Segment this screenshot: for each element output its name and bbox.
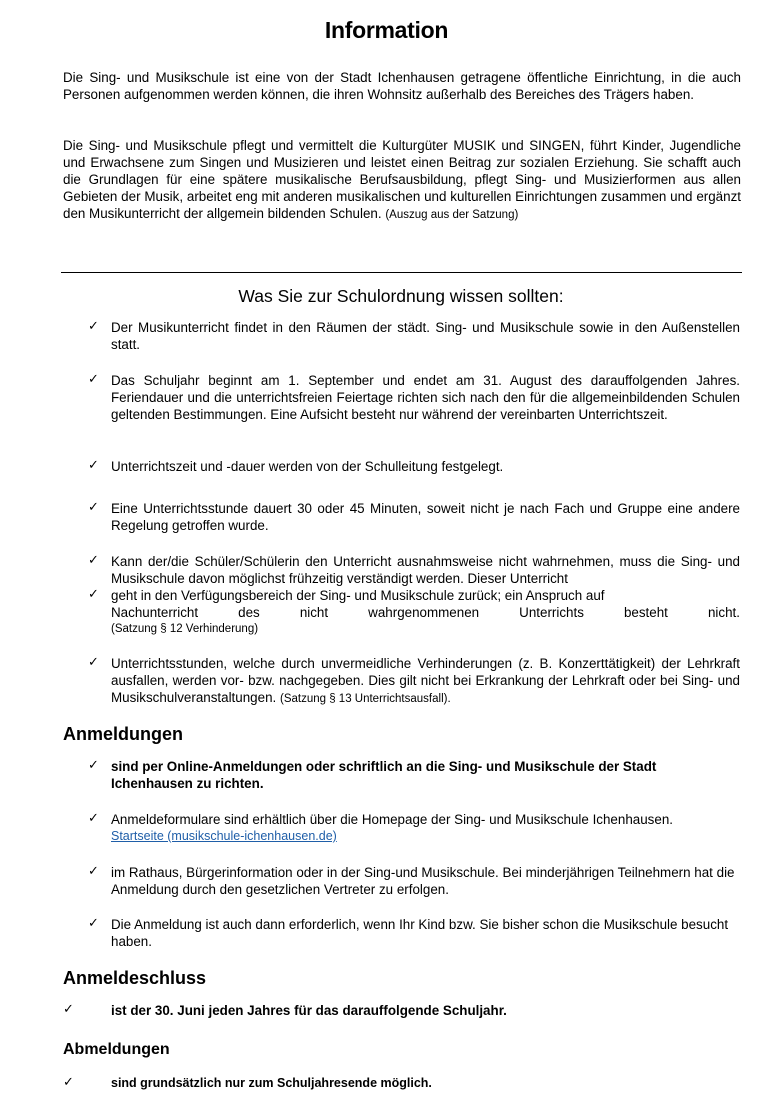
word: nicht (299, 605, 329, 620)
abmeldungen-heading: Abmeldungen (63, 1041, 170, 1058)
list-item: Unterrichtszeit und -dauer werden von der Schulleitung festgelegt. (111, 459, 504, 474)
list-item-text: Anmeldeformulare sind erhältlich über die Homepage der Sing- und Musikschule Ichenhausen. (111, 812, 673, 827)
anmeldungen-heading: Anmeldungen (63, 724, 183, 744)
list-item-note: (Satzung § 12 Verhinderung) (111, 623, 259, 635)
list-item: Der Musikunterricht findet in den Räumen der städt. Sing- und Musikschule sowie in den Außenstellen statt. (111, 320, 740, 352)
check-icon: ✓ (88, 811, 99, 826)
homepage-link[interactable]: Startseite (musikschule-ichenhausen.de) (111, 829, 337, 843)
list-item: im Rathaus, Bürgerinformation oder in der Sing-und Musikschule. Bei minderjährigen Teilnehmern hat die Anmeldung durch den gesetzlichen Vertreter zu erfolgen. (111, 865, 735, 897)
check-icon: ✓ (88, 864, 99, 879)
word: nicht. (707, 605, 740, 620)
anmeldeschluss-heading: Anmeldeschluss (63, 968, 207, 988)
check-icon: ✓ (63, 1002, 74, 1017)
section-divider (61, 272, 742, 273)
list-item (111, 811, 740, 845)
word: Nachunterricht (111, 605, 199, 620)
list-item: Das Schuljahr beginnt am 1. September und endet am 31. August des darauffolgenden Jahres. Feriendauer und die unterrichtsfreien Feiertage richten sich nach den für die allgemeinbildenden Schulen geltenden Bestimmungen. Eine Aufsicht besteht nur während der vereinbarten Unterrichtszeit. (111, 373, 740, 422)
list-item: sind per Online-Anmeldungen oder schriftlich an die Sing- und Musikschule der Stadt Ichenhausen zu richten. (111, 759, 657, 791)
list-item-line: geht in den Verfügungsbereich der Sing- und Musikschule zurück; ein Anspruch auf (111, 588, 605, 603)
check-icon: ✓ (88, 500, 99, 515)
check-icon: ✓ (88, 319, 99, 334)
word: wahrgenommenen (368, 605, 480, 620)
anmeldeschluss-text: ist der 30. Juni jeden Jahres für das darauffolgende Schuljahr. (111, 1003, 507, 1018)
list-item-line-spread (111, 604, 740, 621)
list-item: Eine Unterrichtsstunde dauert 30 oder 45 Minuten, soweit nicht je nach Fach und Gruppe eine andere Regelung getroffen wurde. (111, 501, 740, 533)
check-icon: ✓ (88, 655, 99, 670)
intro-paragraph-2-text: Die Sing- und Musikschule pflegt und vermittelt die Kulturgüter MUSIK und SINGEN, führt Kinder, Jugendliche und Erwachsene zum Singen und Musizieren und leistet einen Beitrag zur sozialen Erziehung. Sie schafft auch die Grundlagen für eine spätere musikalische Berufsausbildung, pflegt Sing- und Musizierformen aus allen Gebieten der Musik, arbeitet eng mit anderen musikalischen und kulturellen Einrichtungen zusammen und ergänzt den Musikunterricht der allgemein bildenden Schulen. (63, 138, 741, 221)
abmeldungen-text: sind grundsätzlich nur zum Schuljahresende möglich. (111, 1076, 432, 1090)
check-icon: ✓ (88, 758, 99, 773)
list-item (111, 655, 740, 708)
word: des (238, 605, 260, 620)
check-icon: ✓ (88, 458, 99, 473)
word: besteht (623, 605, 668, 620)
list-item (111, 587, 740, 638)
intro-paragraph-2 (63, 137, 741, 224)
list-item: Kann der/die Schüler/Schülerin den Unterricht ausnahmsweise nicht wahrnehmen, muss die Sing- und Musikschule davon möglichst frühzeitig verständigt werden. Dieser Unterricht (111, 554, 740, 586)
list-item-note: (Satzung § 13 Unterrichtsausfall). (279, 693, 451, 705)
check-icon: ✓ (88, 372, 99, 387)
page-title: Information (324, 17, 449, 43)
check-icon: ✓ (63, 1075, 74, 1090)
check-icon: ✓ (88, 553, 99, 568)
check-icon: ✓ (88, 587, 99, 602)
list-item-text: Unterrichtsstunden, welche durch unvermeidliche Verhinderungen (z. B. Konzerttätigkeit) der Lehrkraft ausfallen, werden vor- bzw. nachgegeben. Dies gilt nicht bei Erkrankung der Lehrkraft oder bei Sing- und Musikschulveranstaltungen. (111, 656, 740, 705)
schulordnung-heading: Was Sie zur Schulordnung wissen sollten: (238, 286, 564, 306)
intro-source-note: (Auszug aus der Satzung) (385, 209, 519, 221)
check-icon: ✓ (88, 916, 99, 931)
list-item: Die Anmeldung ist auch dann erforderlich, wenn Ihr Kind bzw. Sie bisher schon die Musikschule besucht haben. (111, 917, 729, 949)
intro-paragraph-1: Die Sing- und Musikschule ist eine von der Stadt Ichenhausen getragene öffentliche Einrichtung, in die auch Personen aufgenommen werden können, die ihren Wohnsitz außerhalb des Bereiches des Trägers haben. (63, 70, 741, 102)
word: Unterrichts (519, 605, 584, 620)
